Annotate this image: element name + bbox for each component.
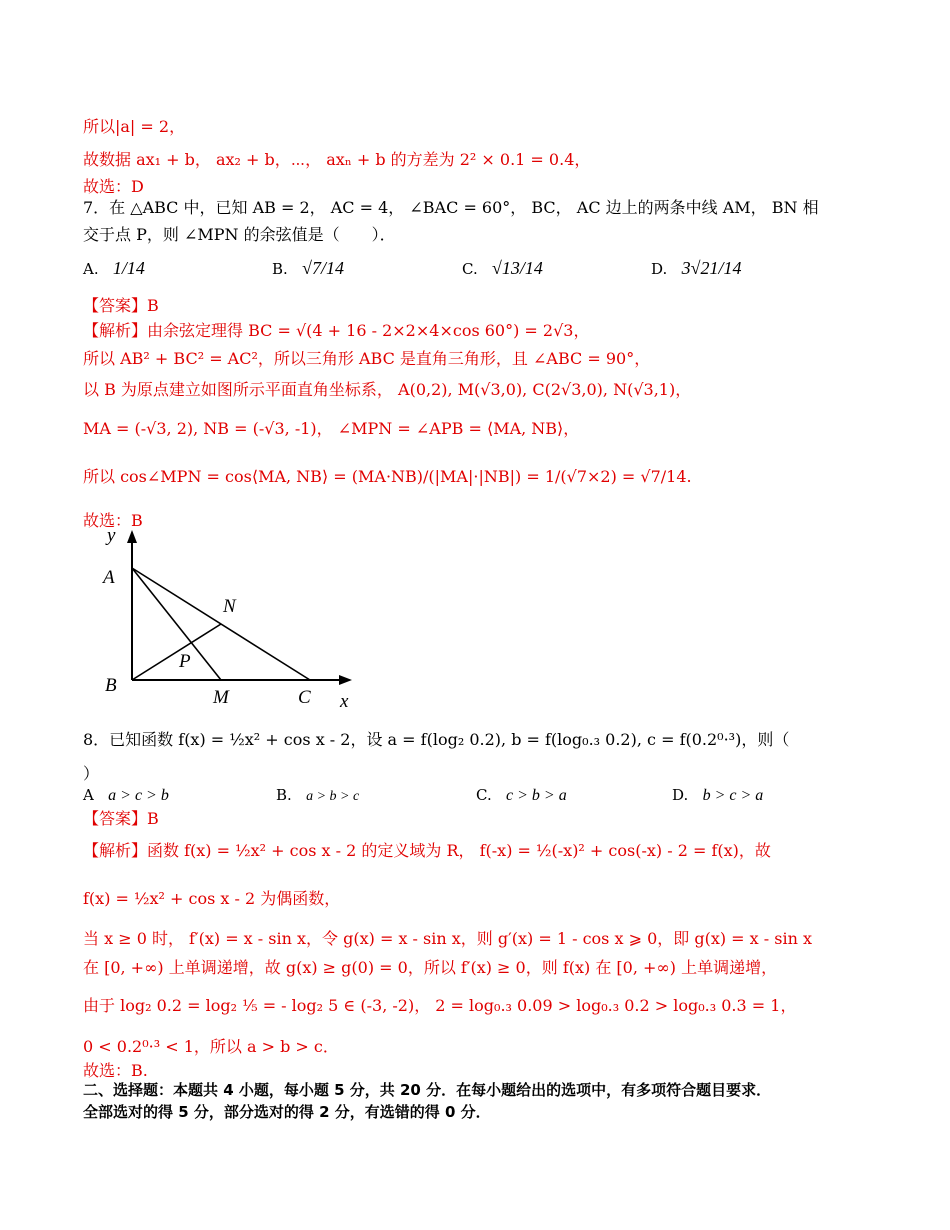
label-C: C (298, 687, 311, 708)
q8-solution-3: 当 x ≥ 0 时， f′(x) = x - sin x，令 g(x) = x - sin x，则 g′(x) = 1 - cos x ⩾ 0，即 g(x) = x - sin x (83, 929, 813, 948)
q7-solution-4: MA = (-√3, 2), NB = (-√3, -1)， ∠MPN = ∠APB = ⟨MA, NB⟩， (83, 419, 580, 438)
q8-stem-1: 8．已知函数 f(x) = ½x² + cos x - 2，设 a = f(log₂ 0.2), b = f(log₀.₃ 0.2), c = f(0.2⁰·³)，则（ (83, 730, 790, 749)
q8-option-d: D. b > c > a (672, 786, 764, 804)
q8-answer: 【答案】B (83, 809, 159, 828)
q7-option-a: A. 1/14 (83, 258, 145, 278)
coordinate-figure (95, 525, 365, 715)
q6-choice: 故选：D (83, 177, 144, 196)
q7-stem-1: 7．在 △ABC 中，已知 AB = 2， AC = 4， ∠BAC = 60°， BC， AC 边上的两条中线 AM， BN 相 (83, 198, 819, 217)
q8-stem-2: ） (83, 764, 100, 783)
x-axis-arrow (339, 675, 352, 685)
q8-solution-2: f(x) = ½x² + cos x - 2 为偶函数， (83, 889, 341, 908)
q8-solution-6: 0 < 0.2⁰·³ < 1，所以 a > b > c． (83, 1037, 339, 1056)
section-2-heading-2: 全部选对的得 5 分，部分选对的得 2 分，有选错的得 0 分． (83, 1103, 491, 1121)
variance-line-2: 故数据 ax₁ + b， ax₂ + b，⋯， axₙ + b 的方差为 2² × 0.1 = 0.4， (83, 150, 591, 169)
q7-choice: 故选：B (83, 511, 143, 530)
label-M: M (213, 687, 229, 708)
q7-stem-2: 交于点 P，则 ∠MPN 的余弦值是（ ）． (83, 225, 396, 244)
q8-solution-4: 在 [0, +∞) 上单调递增，故 g(x) ≥ g(0) = 0，所以 f′(x) ≥ 0，则 f(x) 在 [0, +∞) 上单调递增， (83, 958, 778, 977)
label-N: N (223, 596, 236, 617)
label-x: x (340, 691, 349, 712)
label-P: P (179, 651, 191, 672)
variance-line-1: 所以|a| = 2， (83, 117, 186, 136)
q7-answer: 【答案】B (83, 296, 159, 315)
q8-option-b: B. a > b > c (276, 786, 360, 804)
q7-solution-5: 所以 cos∠MPN = cos⟨MA, NB⟩ = (MA·NB)/(|MA|·|NB|) = 1/(√7×2) = √7/14. (83, 467, 692, 486)
q8-option-a: A a > c > b (83, 786, 169, 804)
q8-choice: 故选：B. (83, 1061, 148, 1080)
q7-option-b: B. √7/14 (272, 258, 344, 278)
section-2-heading-1: 二、选择题：本题共 4 小题，每小题 5 分，共 20 分．在每小题给出的选项中，有多项符合题目要求． (83, 1081, 772, 1099)
segment-AM (132, 568, 221, 680)
label-y: y (107, 525, 116, 546)
q7-option-d: D. 3√21/14 (651, 258, 742, 278)
segment-BN (132, 624, 221, 680)
q8-option-c: C. c > b > a (476, 786, 567, 804)
q7-solution-3: 以 B 为原点建立如图所示平面直角坐标系， A(0,2), M(√3,0), C(2√3,0), N(√3,1)， (83, 380, 692, 399)
q8-solution-1: 【解析】函数 f(x) = ½x² + cos x - 2 的定义域为 R， f(-x) = ½(-x)² + cos(-x) - 2 = f(x)，故 (83, 841, 771, 860)
q7-solution-2: 所以 AB² + BC² = AC²，所以三角形 ABC 是直角三角形，且 ∠ABC = 90°， (83, 349, 651, 368)
q7-solution-1: 【解析】由余弦定理得 BC = √(4 + 16 - 2×2×4×cos 60°) = 2√3， (83, 321, 590, 340)
label-B: B (105, 675, 117, 696)
y-axis-arrow (127, 530, 137, 543)
label-A: A (103, 567, 115, 588)
q7-option-c: C. √13/14 (462, 258, 543, 278)
q8-solution-5: 由于 log₂ 0.2 = log₂ ⅕ = - log₂ 5 ∈ (-3, -2)， 2 = log₀.₃ 0.09 > log₀.₃ 0.2 > log₀.₃ 0.3 = 1， (83, 996, 797, 1015)
